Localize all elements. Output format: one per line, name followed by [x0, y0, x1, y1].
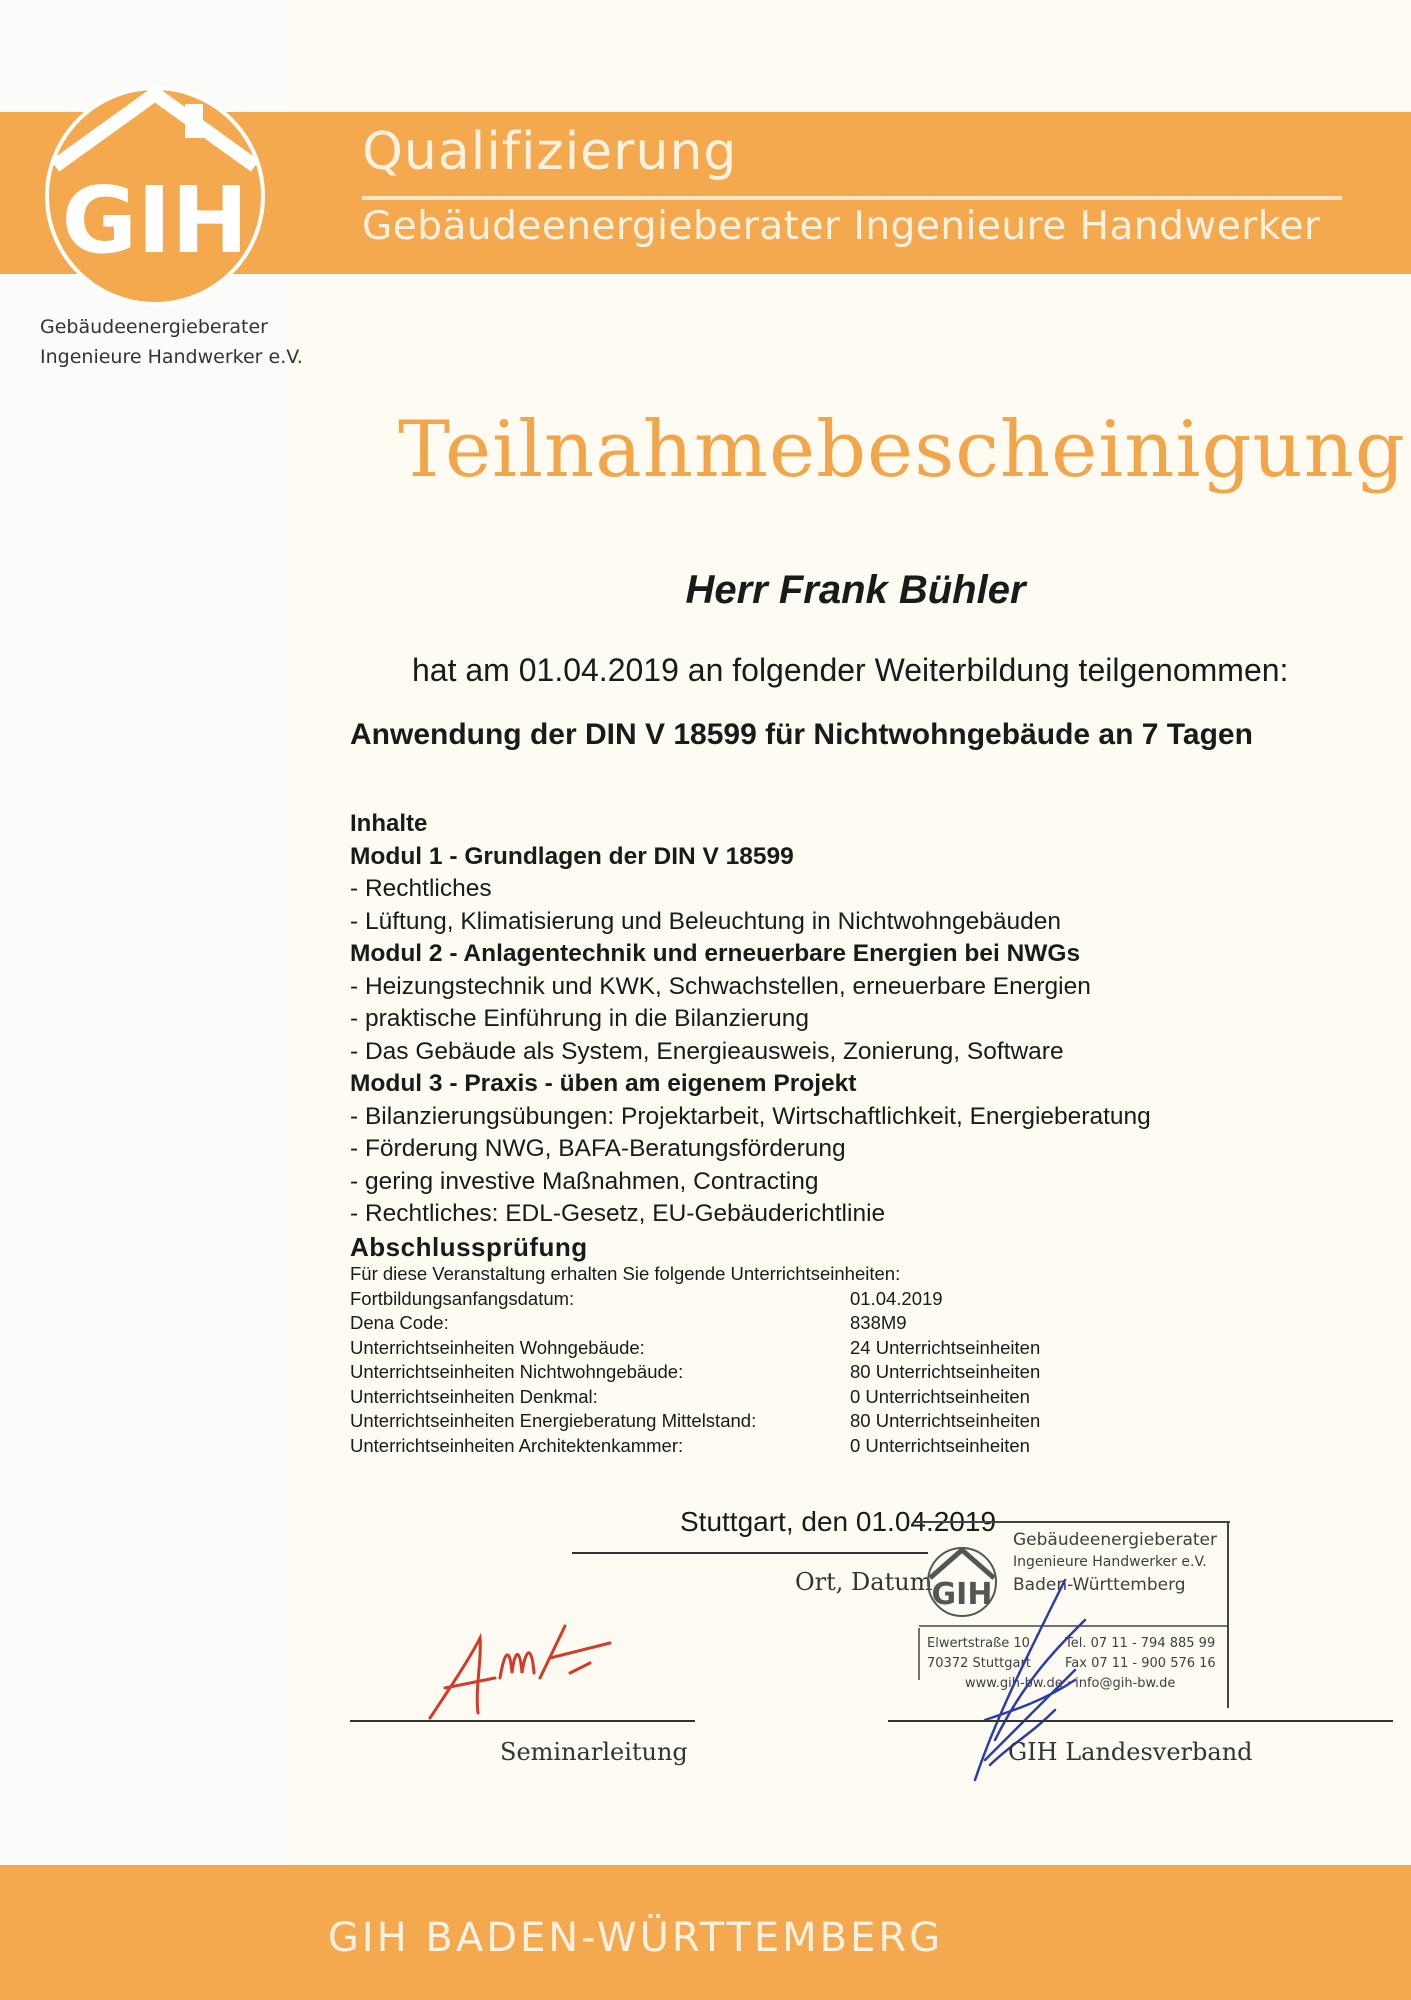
module-item: - praktische Einführung in die Bilanzierung — [350, 1005, 809, 1032]
module-item: - Heizungstechnik und KWK, Schwachstellen, erneuerbare Energien — [350, 972, 1091, 1000]
organization-line1: Gebäudeenergieberater — [40, 316, 268, 338]
unit-value: 80 Unterrichtseinheiten — [850, 1361, 1041, 1382]
teaching-units — [350, 1262, 1040, 1458]
units-table — [350, 1287, 1040, 1459]
header-title: Qualifizierung — [362, 122, 738, 182]
unit-label: Unterrichtseinheiten Architektenkammer: — [350, 1434, 684, 1456]
unit-label: Unterrichtseinheiten Denkmal: — [350, 1385, 598, 1407]
stamp-line1: Gebäudeenergieberater — [1013, 1530, 1217, 1550]
table-row — [350, 1409, 1040, 1434]
gih-logo — [45, 56, 285, 306]
module-item: - gering investive Maßnahmen, Contracting — [350, 1167, 819, 1195]
module-title: Modul 2 - Anlagentechnik und erneuerbare Energien bei NWGs — [350, 940, 1081, 967]
units-intro: Für diese Veranstaltung erhalten Sie folgende Unterrichtseinheiten: — [350, 1263, 901, 1284]
contents-heading: Inhalte — [350, 810, 428, 837]
recipient-name — [0, 568, 1411, 613]
table-row — [350, 1311, 1040, 1336]
stamp-line2: Ingenieure Handwerker e.V. — [1013, 1554, 1207, 1570]
table-row — [350, 1434, 1040, 1459]
module-item: - Bilanzierungsübungen: Projektarbeit, Wirtschaftlichkeit, Energieberatung — [350, 1102, 1151, 1130]
header-divider — [362, 196, 1342, 200]
stamp-fax: Fax 07 11 - 900 576 16 — [1065, 1656, 1216, 1671]
module-item: - Rechtliches — [350, 875, 492, 902]
association-label: GIH Landesverband — [1008, 1738, 1253, 1766]
stamp-web: www.gih-bw.de · info@gih-bw.de — [965, 1676, 1176, 1691]
course-title: Anwendung der DIN V 18599 für Nichtwohngebäude an 7 Tagen — [350, 718, 1253, 751]
unit-value: 24 Unterrichtseinheiten — [850, 1336, 1041, 1358]
gih-logo-icon — [45, 56, 285, 306]
stamp-street: Elwertstraße 10 — [927, 1636, 1030, 1651]
stamp-city: 70372 Stuttgart — [927, 1656, 1031, 1671]
seminar-signature-icon — [420, 1618, 660, 1728]
table-row — [350, 1287, 1040, 1312]
footer — [0, 1915, 1411, 1961]
seminar-signature-line — [350, 1720, 695, 1722]
unit-value: 0 Unterrichtseinheiten — [850, 1434, 1030, 1456]
organization-line2: Ingenieure Handwerker e.V. — [40, 346, 303, 368]
unit-label: Fortbildungsanfangsdatum: — [350, 1287, 575, 1309]
unit-label: Unterrichtseinheiten Energieberatung Mittelstand: — [350, 1410, 757, 1431]
final-exam-heading: Abschlussprüfung — [350, 1231, 588, 1262]
module-item: - Das Gebäude als System, Energieausweis, Zonierung, Software — [350, 1037, 1064, 1065]
unit-value: 0 Unterrichtseinheiten — [850, 1385, 1030, 1407]
header-subtitle: Gebäudeenergieberater Ingenieure Handwerker — [362, 204, 1321, 249]
recipient-name-text: Herr Frank Bühler — [685, 568, 1026, 612]
unit-label: Dena Code: — [350, 1312, 449, 1333]
place-date: Stuttgart, den 01.04.2019 — [680, 1506, 997, 1537]
unit-label: Unterrichtseinheiten Nichtwohngebäude: — [350, 1361, 684, 1382]
footer-text: GIH BADEN-WÜRTTEMBERG — [327, 1915, 944, 1961]
module-item: - Förderung NWG, BAFA-Beratungsförderung — [350, 1135, 846, 1162]
unit-value: 01.04.2019 — [850, 1287, 943, 1309]
stamp-logo-text: GIH — [931, 1577, 993, 1612]
module-item: - Lüftung, Klimatisierung und Beleuchtung in Nichtwohngebäuden — [350, 907, 1061, 935]
association-signature-line — [888, 1720, 1393, 1722]
seminar-label: Seminarleitung — [500, 1738, 688, 1766]
organization-name — [40, 312, 303, 372]
stamp-tel: Tel. 07 11 - 794 885 99 — [1065, 1636, 1216, 1651]
participation-statement: hat am 01.04.2019 an folgender Weiterbildung teilgenommen: — [412, 652, 1289, 688]
unit-value: 80 Unterrichtseinheiten — [850, 1410, 1041, 1431]
place-date-label: Ort, Datum — [795, 1568, 933, 1596]
table-row — [350, 1336, 1040, 1361]
module-item: - Rechtliches: EDL-Gesetz, EU-Gebäuderichtlinie — [350, 1200, 886, 1227]
place-date-line — [572, 1552, 928, 1554]
course-contents — [350, 808, 1151, 1263]
module-title: Modul 1 - Grundlagen der DIN V 18599 — [350, 842, 794, 870]
unit-label: Unterrichtseinheiten Wohngebäude: — [350, 1336, 645, 1358]
document-title: Teilnahmebescheinigung — [398, 405, 1406, 495]
table-row — [350, 1385, 1040, 1410]
table-row — [350, 1360, 1040, 1385]
unit-value: 838M9 — [850, 1312, 907, 1333]
stamp-line3: Baden-Württemberg — [1013, 1575, 1186, 1595]
module-title: Modul 3 - Praxis - üben am eigenem Projekt — [350, 1070, 857, 1097]
logo-text: GIH — [61, 167, 249, 274]
